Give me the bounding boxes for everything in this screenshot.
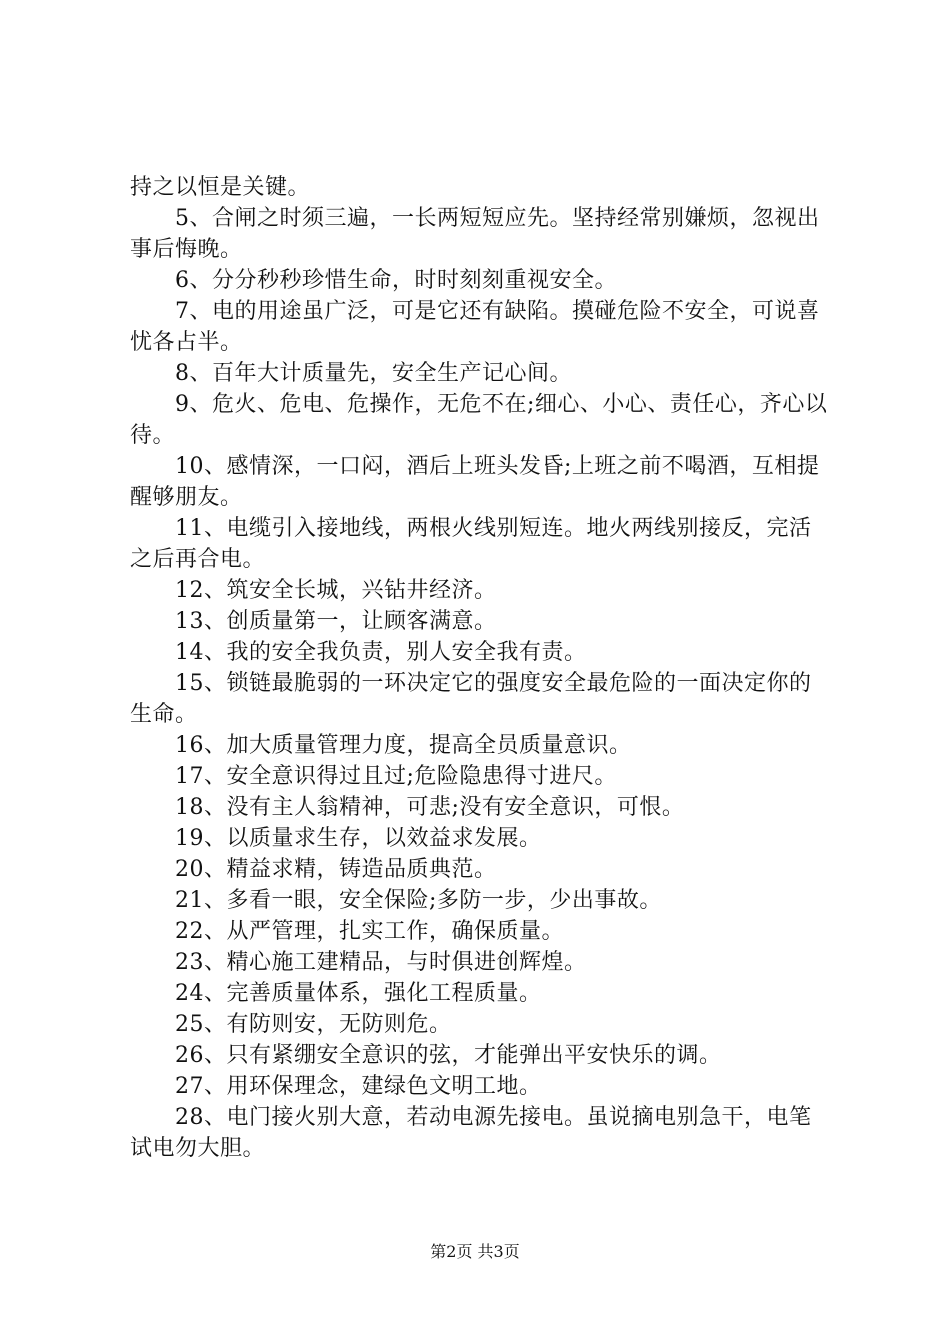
paragraph: 12、筑安全长城，兴钻井经济。 bbox=[130, 578, 497, 603]
paragraph: 持之以恒是关键。 bbox=[130, 175, 311, 200]
paragraph: 20、精益求精，铸造品质典范。 bbox=[130, 857, 497, 882]
page-number: 第2页 共3页 bbox=[430, 1242, 520, 1261]
paragraph: 7、电的用途虽广泛，可是它还有缺陷。摸碰危险不安全，可说喜忧各占半。 bbox=[130, 299, 820, 355]
paragraph: 23、精心施工建精品，与时俱进创辉煌。 bbox=[130, 950, 587, 975]
paragraph: 19、以质量求生存，以效益求发展。 bbox=[130, 826, 542, 851]
paragraph: 25、有防则安，无防则危。 bbox=[130, 1012, 452, 1037]
paragraph: 15、锁链最脆弱的一环决定它的强度安全最危险的一面决定你的生命。 bbox=[130, 671, 812, 727]
paragraph: 6、分分秒秒珍惜生命，时时刻刻重视安全。 bbox=[130, 268, 617, 293]
paragraph: 21、多看一眼，安全保险;多防一步，少出事故。 bbox=[130, 888, 662, 913]
paragraph: 17、安全意识得过且过;危险隐患得寸进尺。 bbox=[130, 764, 617, 789]
paragraph: 24、完善质量体系，强化工程质量。 bbox=[130, 981, 542, 1006]
document-body bbox=[130, 172, 830, 1164]
paragraph: 10、感情深，一口闷，酒后上班头发昏;上班之前不喝酒，互相提醒够朋友。 bbox=[130, 454, 820, 510]
paragraph: 22、从严管理，扎实工作，确保质量。 bbox=[130, 919, 564, 944]
paragraph: 14、我的安全我负责，别人安全我有责。 bbox=[130, 640, 587, 665]
paragraph: 26、只有紧绷安全意识的弦，才能弹出平安快乐的调。 bbox=[130, 1043, 722, 1068]
paragraph: 9、危火、危电、危操作，无危不在;细心、小心、责任心，齐心以待。 bbox=[130, 392, 828, 448]
paragraph: 5、合闸之时须三遍，一长两短短应先。坚持经常别嫌烦，忽视出事后悔晚。 bbox=[130, 206, 820, 262]
paragraph: 27、用环保理念，建绿色文明工地。 bbox=[130, 1074, 542, 1099]
paragraph: 8、百年大计质量先，安全生产记心间。 bbox=[130, 361, 572, 386]
paragraph: 28、电门接火别大意，若动电源先接电。虽说摘电别急干，电笔试电勿大胆。 bbox=[130, 1105, 812, 1161]
paragraph: 13、创质量第一，让顾客满意。 bbox=[130, 609, 497, 634]
paragraph: 16、加大质量管理力度，提高全员质量意识。 bbox=[130, 733, 632, 758]
paragraph: 11、电缆引入接地线，两根火线别短连。地火两线别接反，完活之后再合电。 bbox=[130, 516, 812, 572]
paragraph: 18、没有主人翁精神，可悲;没有安全意识，可恨。 bbox=[130, 795, 685, 820]
page-footer bbox=[0, 1242, 950, 1262]
